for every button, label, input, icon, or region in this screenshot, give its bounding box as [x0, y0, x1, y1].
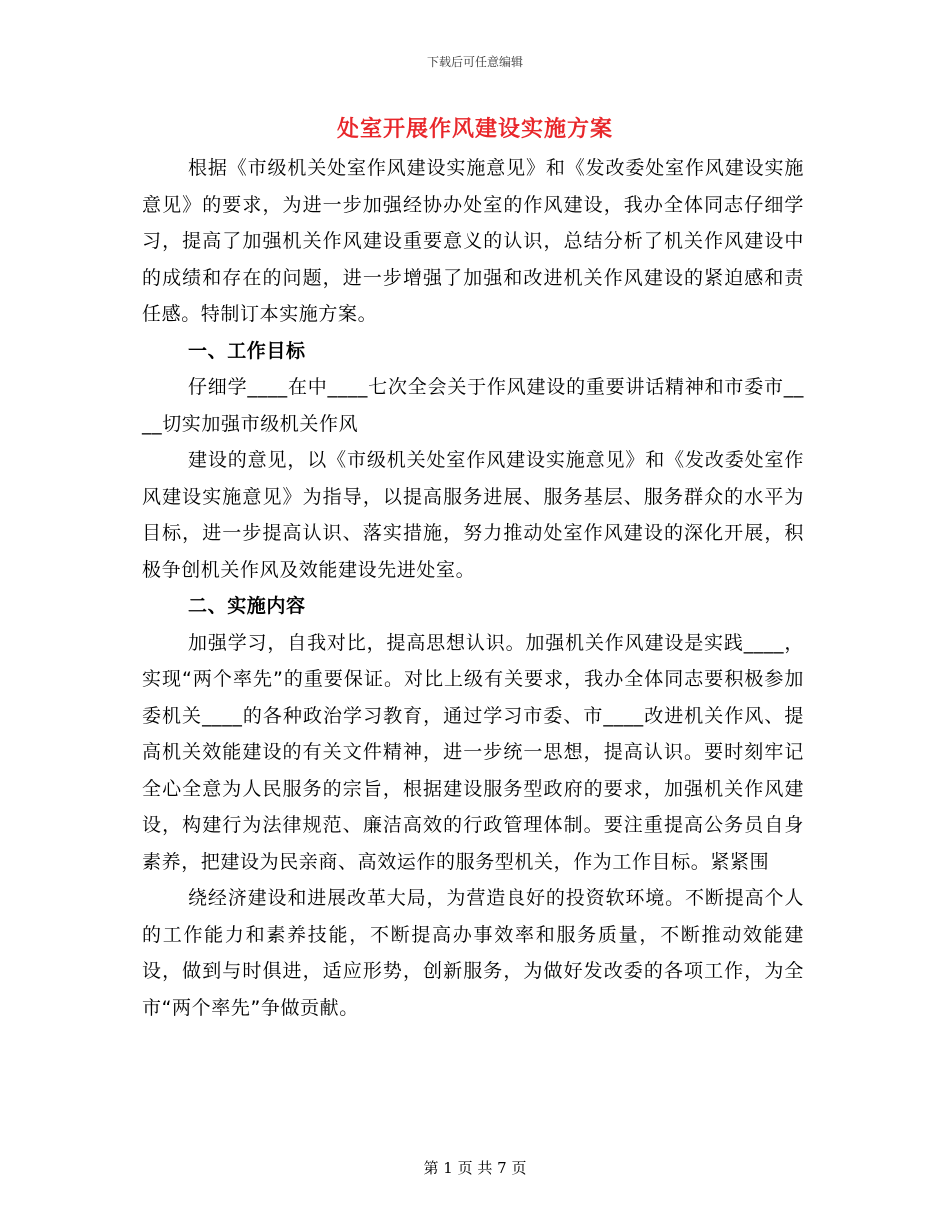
paragraph-content-2: 绕经济建设和进展改革大局，为营造良好的投资软环境。不断提高个人的工作能力和素养技能，不断提高办事效率和服务质量，不断推动效能建设，做到与时俱进，适应形势，创新服务，为做好发改委的各项工作，为全市“两个率先”争做贡献。 [142, 887, 804, 1019]
page-header-note: 下载后可任意编辑 [426, 55, 523, 69]
section-heading-goals: 一、工作目标 [188, 339, 306, 362]
paragraph-intro: 根据《市级机关处室作风建设实施意见》和《发改委处室作风建设实施意见》的要求，为进一步加强经协办处室的作风建设，我办全体同志仔细学习，提高了加强机关作风建设重要意义的认识，总结分析了机关作风建设中的成绩和存在的问题，进一步增强了加强和改进机关作风建设的紧迫感和责任感。特制订本实施方案。 [142, 157, 804, 325]
paragraph-goals-1: 仔细学____在中____七次全会关于作风建设的重要讲话精神和市委市____切实加强市级机关作风 [142, 376, 804, 435]
document-body [142, 150, 804, 1026]
section-heading-content: 二、实施内容 [188, 595, 306, 617]
page-number: 第 1 页 共 7 页 [423, 1159, 527, 1177]
document-title: 处室开展作风建设实施方案 [336, 117, 613, 142]
paragraph-goals-2: 建设的意见，以《市级机关处室作风建设实施意见》和《发改委处室作风建设实施意见》为指导，以提高服务进展、服务基层、服务群众的水平为目标，进一步提高认识、落实措施，努力推动处室作风建设的深化开展，积极争创机关作风及效能建设先进处室。 [142, 449, 804, 581]
paragraph-content-1: 加强学习，自我对比，提高思想认识。加强机关作风建设是实践____，实现“两个率先”的重要保证。对比上级有关要求，我办全体同志要积极参加委机关____的各种政治学习教育，通过学习市委、市____改进机关作风、提高机关效能建设的有关文件精神，进一步统一思想，提高认识。要时刻牢记全心全意为人民服务的宗旨，根据建设服务型政府的要求，加强机关作风建设，构建行为法律规范、廉洁高效的行政管理体制。要注重提高公务员自身素养，把建设为民亲商、高效运作的服务型机关，作为工作目标。紧紧围 [142, 631, 804, 873]
